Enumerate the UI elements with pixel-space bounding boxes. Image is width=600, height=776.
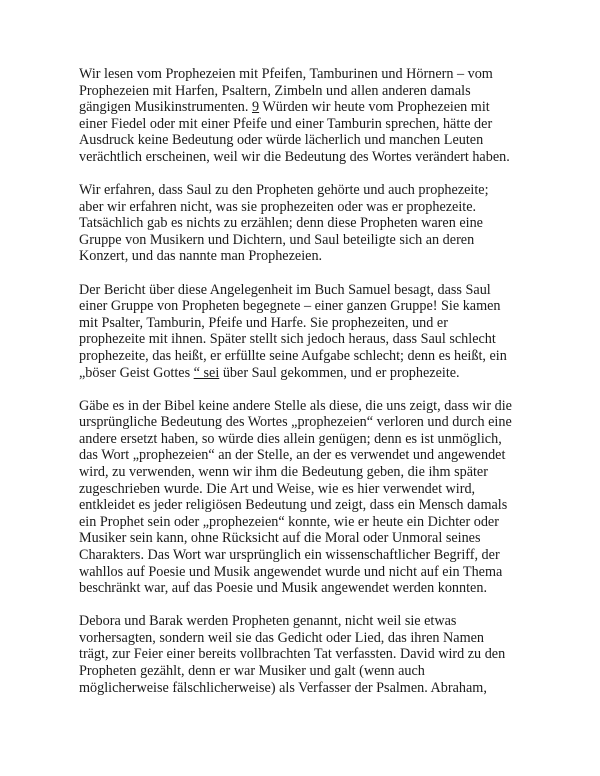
- text-line: prophezeite mit ihnen. Später stellt sich jedoch heraus, dass Saul schlecht: [79, 331, 496, 348]
- text-line: entkleidet es jeder religiösen Bedeutung und zeigt, dass ein Mensch damals: [79, 497, 508, 514]
- text-line: Der Bericht über diese Angelegenheit im Buch Samuel besagt, dass Saul: [79, 281, 491, 298]
- paragraph-4: [79, 398, 537, 597]
- text-line: wahllos auf Poesie und Musik angewendet wurde und nicht auf ein Thema: [79, 563, 503, 580]
- text-line: ein Prophet sein oder „prophezeien“ konnte, wie er heute ein Dichter oder: [79, 513, 499, 530]
- text-line: Prophezeien mit Harfen, Psaltern, Zimbeln und allen anderen damals: [79, 82, 471, 99]
- text-line: das Wort „prophezeien“ an der Stelle, an der es verwendet und angewendet: [79, 447, 506, 464]
- text-line: einer Gruppe von Propheten begegnete – einer ganzen Gruppe! Sie kamen: [79, 298, 501, 315]
- text-line: einer Fiedel oder mit einer Pfeife und einer Tamburin sprechen, hätte der: [79, 115, 493, 132]
- text-line: aber wir erfahren nicht, was sie prophezeiten oder was er prophezeite.: [79, 198, 477, 215]
- text-line: Gäbe es in der Bibel keine andere Stelle als diese, die uns zeigt, dass wir die: [79, 397, 512, 414]
- paragraph-5: [79, 613, 537, 696]
- text-line: Debora und Barak werden Propheten genannt, nicht weil sie etwas: [79, 613, 457, 630]
- paragraph-2: [79, 182, 537, 265]
- text-line: zugeschrieben wurde. Die Art und Weise, wie es hier verwendet wird,: [79, 480, 476, 497]
- text-line: beschränkt war, auf das Poesie und Musik angewendet werden konnten.: [79, 580, 487, 597]
- text-line: Charakters. Das Wort war ursprünglich ein wissenschaftlicher Begriff, der: [79, 546, 500, 563]
- text-line: Wir erfahren, dass Saul zu den Propheten gehörte und auch prophezeite;: [79, 182, 489, 199]
- text-line: Tatsächlich gab es nichts zu erzählen; denn diese Propheten waren eine: [79, 215, 483, 232]
- text-line: Propheten gezählt, denn er war Musiker und galt (wenn auch: [79, 663, 425, 679]
- text-line: andere ersetzt haben, so würde dies allein genügen; denn es ist unmöglich,: [79, 430, 502, 447]
- text-line: ursprüngliche Bedeutung des Wortes „prophezeien“ verloren und durch eine: [79, 414, 512, 431]
- text-line: „böser Geist Gottes: [79, 364, 194, 381]
- paragraph-3: [79, 282, 537, 382]
- footnote-link-9[interactable]: 9: [252, 99, 260, 116]
- document-body: [79, 66, 537, 696]
- text-line: vorhersagten, sondern weil sie das Gedicht oder Lied, das ihren Namen: [79, 629, 485, 646]
- footnote-link-sei[interactable]: “ sei: [193, 364, 220, 381]
- text-line: prophezeite, das heißt, er erfüllte seine Aufgabe schlecht; denn es heißt, ein: [79, 347, 507, 364]
- text-line: trägt, zur Feier einer bereits vollbrachten Tat verfassten. David wird zu den: [79, 646, 506, 663]
- text-line: verächtlich erscheinen, weil wir die Bedeutung des Wortes verändert haben.: [79, 148, 510, 165]
- text-line: mit Psalter, Tamburin, Pfeife und Harfe. Sie prophezeiten, und er: [79, 314, 448, 331]
- text-line: Würden wir heute vom Prophezeien mit: [259, 99, 490, 116]
- text-line: Wir lesen vom Prophezeien mit Pfeifen, Tamburinen und Hörnern – vom: [79, 66, 493, 82]
- text-line: Konzert, und das nannte man Prophezeien.: [79, 248, 323, 265]
- text-line: über Saul gekommen, und er prophezeite.: [219, 364, 460, 381]
- text-line: Musiker sein kann, ohne Rücksicht auf die Moral oder Unmoral seines: [79, 530, 481, 547]
- text-line: gängigen Musikinstrumenten.: [79, 99, 252, 116]
- text-line: wird, zu verwenden, wenn wir ihm die Bedeutung geben, die ihm später: [79, 463, 488, 480]
- text-line: Gruppe von Musikern und Dichtern, und Saul beteiligte sich an deren: [79, 231, 475, 248]
- text-line: Ausdruck keine Bedeutung oder würde lächerlich und manchen Leuten: [79, 132, 484, 149]
- paragraph-1: [79, 66, 537, 166]
- text-line: möglicherweise fälschlicherweise) als Verfasser der Psalmen. Abraham,: [79, 679, 487, 696]
